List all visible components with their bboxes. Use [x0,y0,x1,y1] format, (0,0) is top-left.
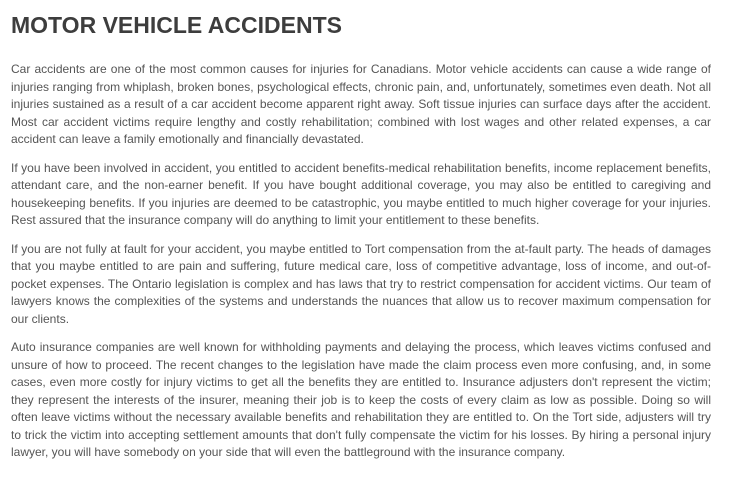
paragraph-insurance: Auto insurance companies are well known for withholding payments and delaying the process, which leaves victims confused and unsure of how to proceed. The recent changes to the legislation have made the claim process even more confusing, and, in some cases, even more costly for injury victims to get all the benefits they are entitled to. Insurance adjusters don't represent the victim; they represent the interests of the insurer, meaning their job is to keep the costs of every claim as low as possible. Doing so will often leave victims without the necessary available benefits and rehabilitation they are entitled to. On the Tort side, adjusters will try to trick the victim into accepting settlement amounts that don't fully compensate the victim for his losses. By hiring a personal injury lawyer, you will have somebody on your side that will even the battleground with the insurance company. [11,340,711,459]
paragraph-tort: If you are not fully at fault for your accident, you maybe entitled to Tort compensation from the at-fault party. The heads of damages that you maybe entitled to are pain and suffering, future medical care, loss of competitive advantage, loss of income, and out-of-pocket expenses. The Ontario legislation is complex and has laws that try to restrict compensation for accident victims. Our team of lawyers knows the complexities of the systems and understands the nuances that allow us to recover maximum compensation for our clients. [11,241,711,326]
paragraph-intro: Car accidents are one of the most common causes for injuries for Canadians. Motor vehicle accidents can cause a wide range of injuries ranging from whiplash, broken bones, psychological effects, chronic pain, and, unfortunately, sometimes even death. Not all injuries sustained as a result of a car accident become apparent right away. Soft tissue injuries can surface days after the accident. Most car accident victims require lengthy and costly rehabilitation; combined with lost wages and other related expenses, a car accident can leave a family emotionally and financially devastated. [11,62,711,146]
page-title: MOTOR VEHICLE ACCIDENTS [11,12,342,38]
article [11,12,711,473]
paragraph-benefits: If you have been involved in accident, you entitled to accident benefits-medical rehabilitation benefits, income replacement benefits, attendant care, and the non-earner benefit. If you have bought additional coverage, you may also be entitled to caregiving and housekeeping benefits. If you injuries are deemed to be catastrophic, you maybe entitled to much higher coverage for your injuries. Rest assured that the insurance company will do anything to limit your entitlement to these benefits. [11,160,711,227]
